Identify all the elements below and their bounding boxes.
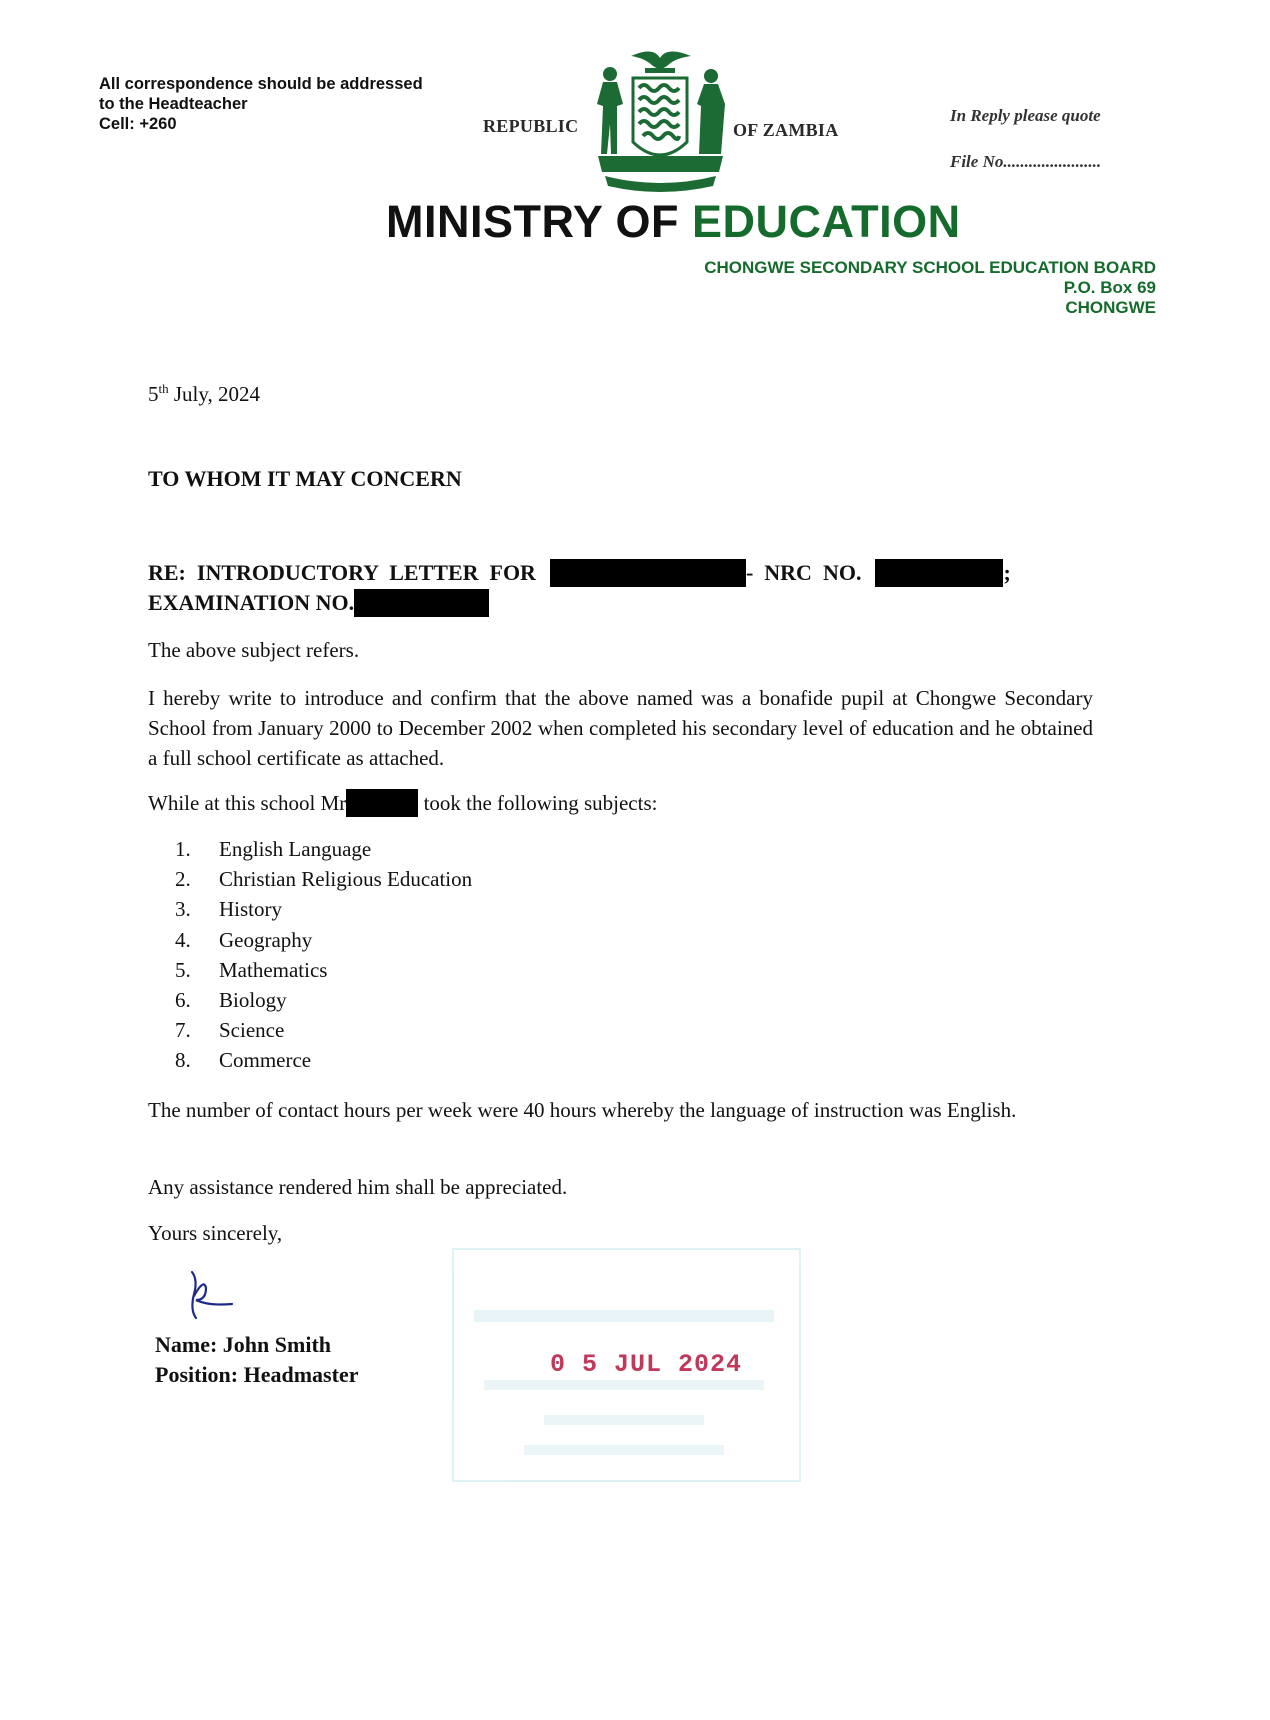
subject-refers: The above subject refers.	[148, 638, 360, 662]
re-part3: ;	[1003, 560, 1011, 585]
of-zambia-label: OF ZAMBIA	[733, 120, 839, 140]
while-part1: While at this school Mr	[148, 791, 347, 815]
ministry-title-part2: EDUCATION	[692, 196, 961, 247]
town: CHONGWE	[1065, 298, 1156, 317]
zambia-coat-of-arms-icon	[583, 44, 738, 196]
subjects-intro	[148, 788, 657, 818]
date-day: 5	[148, 382, 159, 406]
redaction-name	[550, 559, 746, 587]
board-name: CHONGWE SECONDARY SCHOOL EDUCATION BOARD	[704, 258, 1156, 277]
date-suffix: th	[158, 381, 169, 396]
list-item: 4. Geography	[175, 927, 313, 952]
re-part2: - NRC NO.	[745, 560, 862, 585]
list-item: 2. Christian Religious Education	[175, 867, 473, 892]
re-part1: RE: INTRODUCTORY LETTER FOR	[148, 560, 536, 585]
paragraph-introduction: I hereby write to introduce and confirm that the above named was a bonafide pupil at Chongwe Secondary School from January 2000 to December 2002 when completed his secondary level of education and he obtained a full school certificate as attached.	[148, 686, 1093, 770]
redaction-exam-no	[354, 589, 489, 617]
signature-icon	[180, 1266, 240, 1326]
salutation: TO WHOM IT MAY CONCERN	[148, 466, 462, 491]
redaction-nrc	[875, 559, 1003, 587]
correspondence-line-1: All correspondence should be addressed	[99, 75, 423, 93]
correspondence-line-3: Cell: +260	[99, 115, 177, 133]
redaction-surname	[346, 789, 418, 817]
correspondence-note	[99, 74, 423, 134]
signatory-position: Position: Headmaster	[155, 1362, 359, 1387]
list-item: 3. History	[175, 897, 282, 922]
letter-date	[148, 374, 260, 409]
correspondence-line-2: to the Headteacher	[99, 95, 248, 113]
while-part2: took the following subjects:	[418, 791, 658, 815]
signatory-name: Name: John Smith	[155, 1332, 332, 1357]
list-item: 7. Science	[175, 1018, 285, 1043]
paragraph-contact-hours: The number of contact hours per week were 40 hours whereby the language of instruction was English.	[148, 1098, 1017, 1122]
re-line2: EXAMINATION NO.	[148, 590, 355, 615]
closing: Yours sincerely,	[148, 1221, 283, 1245]
file-number-field: File No.......................	[950, 152, 1102, 171]
list-item: 8. Commerce	[175, 1048, 312, 1073]
list-item: 6. Biology	[175, 987, 287, 1012]
list-item: 5. Mathematics	[175, 957, 328, 982]
ministry-title-part1: MINISTRY OF	[386, 196, 693, 247]
po-box: P.O. Box 69	[1063, 278, 1156, 297]
list-item: 1. English Language	[175, 837, 372, 861]
subject-line	[148, 558, 1093, 618]
subjects-list	[175, 834, 472, 1076]
date-rest: July, 2024	[168, 382, 261, 406]
republic-label: REPUBLIC	[483, 116, 579, 136]
school-address	[704, 258, 1156, 318]
ministry-title	[386, 196, 961, 248]
stamp-date: 0 5 JUL 2024	[550, 1350, 743, 1379]
reply-quote-note: In Reply please quote	[950, 106, 1101, 125]
paragraph-assistance: Any assistance rendered him shall be appreciated.	[148, 1175, 568, 1199]
